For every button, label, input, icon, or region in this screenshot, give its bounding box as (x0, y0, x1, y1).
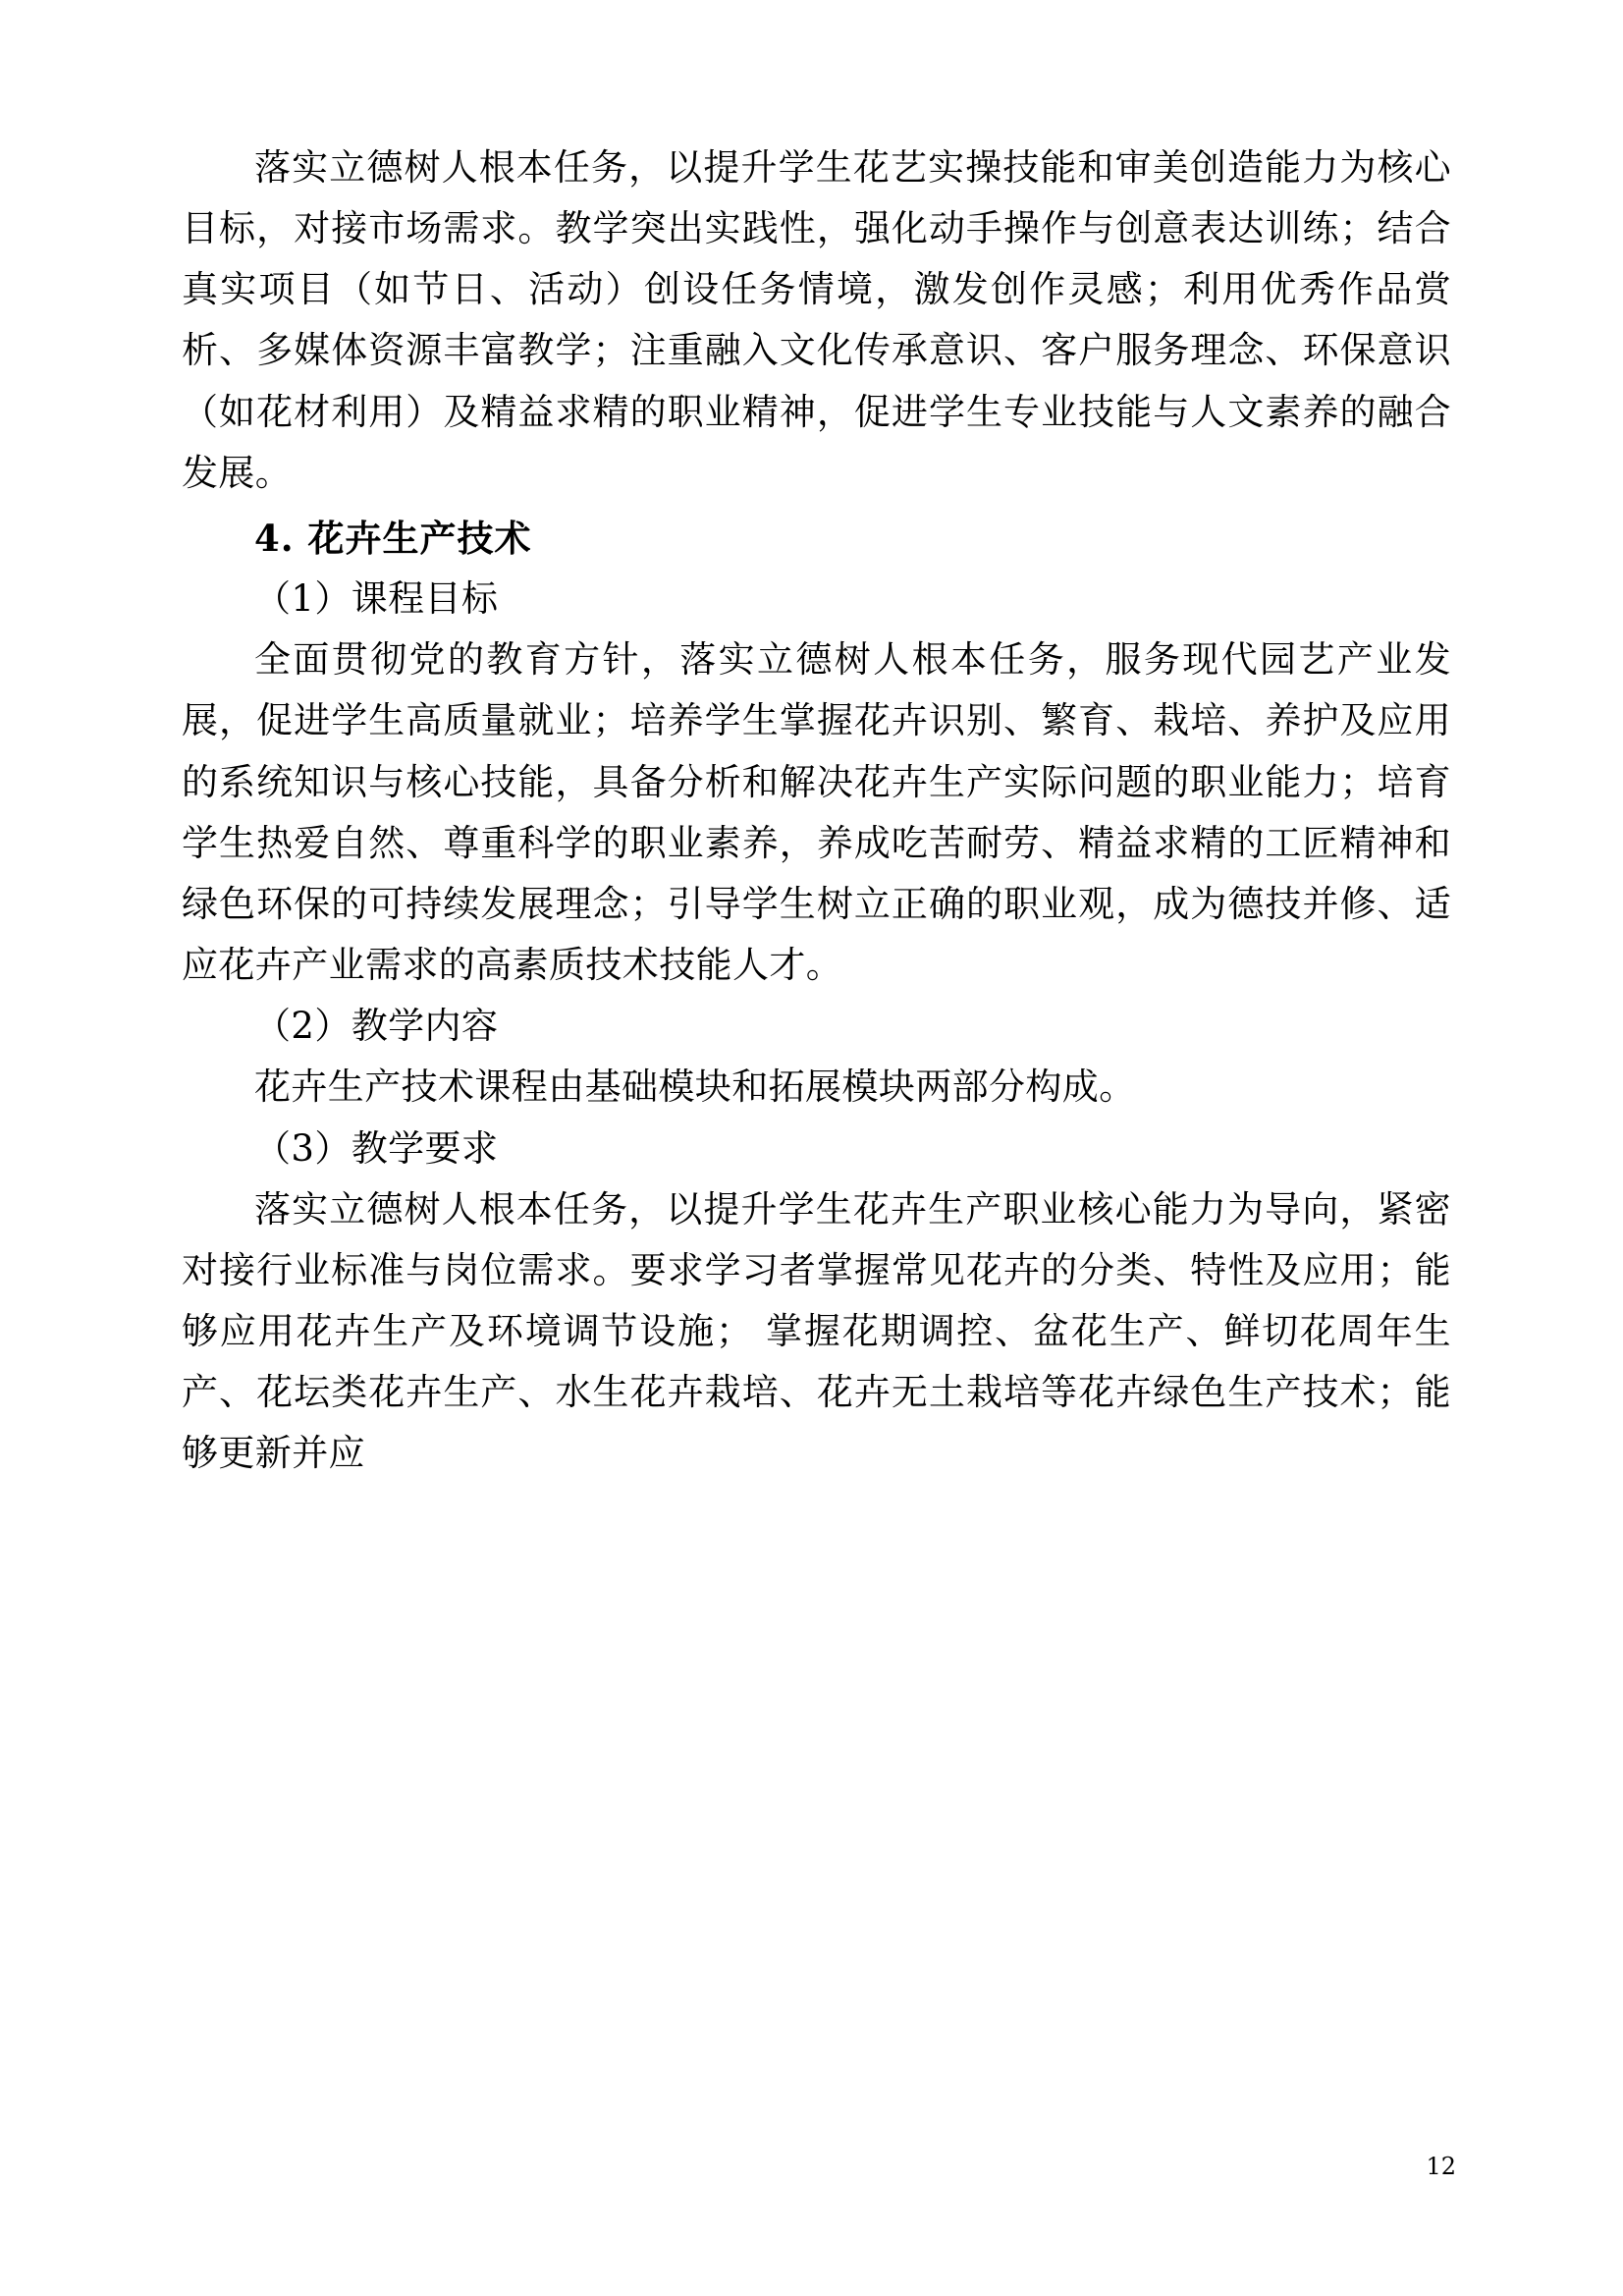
subheading-2-teaching-content: （2）教学内容 (254, 1005, 499, 1048)
subheading-1-course-objectives: （1）课程目标 (254, 577, 499, 621)
page-number: 12 (1426, 2153, 1456, 2180)
paragraph-teaching-requirements: 落实立德树人根本任务，以提升学生花卉生产职业核心能力为导向，紧密对接行业标准与岗位需求。要求学习者掌握常见花卉的分类、特性及应用；能够应用花卉生产及环境调节设施； 掌握花期调控、盆花生产、鲜切花周年生产、花坛类花卉生产、水生花卉栽培、花卉无土栽培等花卉绿色生产技术；能够更新并应 (182, 1187, 1451, 1475)
paragraph-course-objectives: 全面贯彻党的教育方针，落实立德树人根本任务，服务现代园艺产业发展，促进学生高质量就业；培养学生掌握花卉识别、繁育、栽培、养护及应用的系统知识与核心技能，具备分析和解决花卉生产实际问题的职业能力；培育学生热爱自然、尊重科学的职业素养，养成吃苦耐劳、精益求精的工匠精神和绿色环保的可持续发展理念；引导学生树立正确的职业观，成为德技并修、适应花卉产业需求的高素质技术技能人才。 (182, 638, 1451, 987)
heading-4-flower-production-technology: 4. 花卉生产技术 (254, 516, 532, 560)
page-content (182, 137, 1451, 1484)
subheading-3-teaching-requirements: （3）教学要求 (254, 1126, 499, 1170)
paragraph-teaching-content: 花卉生产技术课程由基础模块和拓展模块两部分构成。 (254, 1066, 1136, 1109)
paragraph-teaching-requirements-floral-art: 落实立德树人根本任务，以提升学生花艺实操技能和审美创造能力为核心目标，对接市场需求。教学突出实践性，强化动手操作与创意表达训练；结合真实项目（如节日、活动）创设任务情境，激发创作灵感；利用优秀作品赏析、多媒体资源丰富教学；注重融入文化传承意识、客户服务理念、环保意识（如花材利用）及精益求精的职业精神，促进学生专业技能与人文素养的融合发展。 (182, 146, 1451, 494)
